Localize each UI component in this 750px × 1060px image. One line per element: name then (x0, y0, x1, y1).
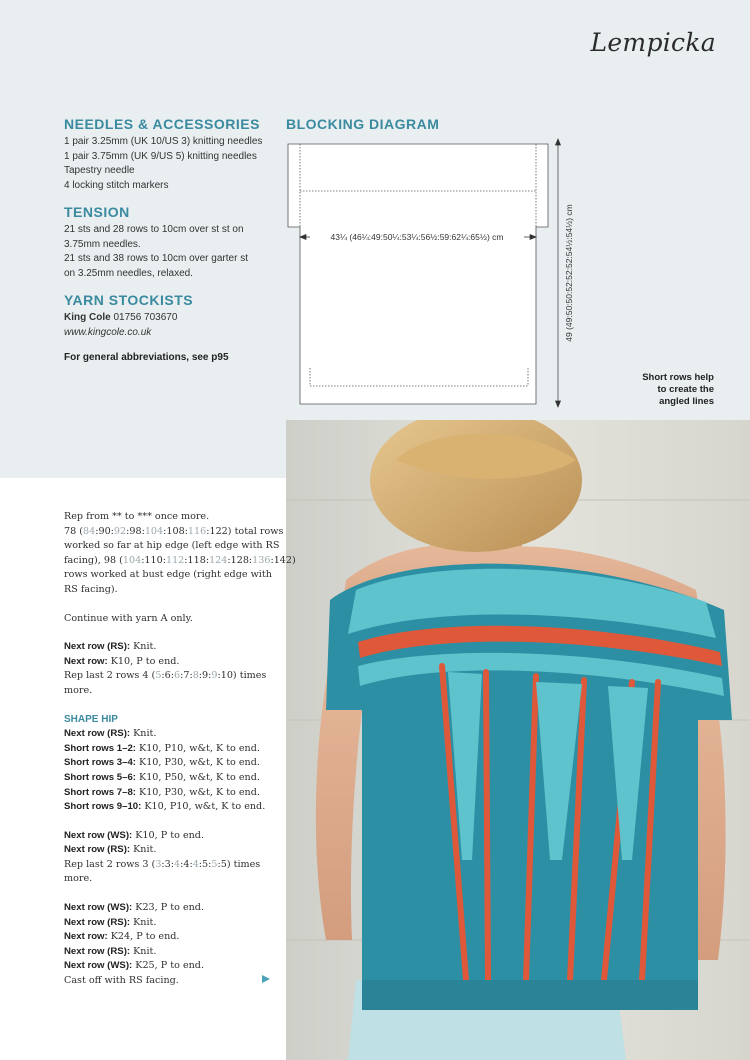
text-run: :5: (198, 858, 212, 870)
tension-section (64, 204, 279, 281)
pattern-line: rows worked at bust edge (right edge with (64, 569, 272, 581)
pattern-line (64, 843, 274, 858)
row-label: Short rows 7–8: (64, 786, 136, 798)
pattern-line (64, 829, 274, 844)
needles-section (64, 116, 279, 193)
blocking-diagram-heading: BLOCKING DIAGRAM (286, 116, 440, 132)
pattern-line (64, 640, 274, 655)
pattern-line: worked so far at hip edge (left edge with RS (64, 540, 280, 552)
pattern-line: Cast off with RS facing. (64, 975, 179, 987)
size-value: 136 (252, 554, 271, 566)
row-instruction: K10, P30, w&t, K to end. (135, 757, 260, 769)
row-instruction: K10, P to end. (132, 829, 204, 841)
row-label: Next row (RS): (64, 641, 131, 653)
row-label: Next row (WS): (64, 902, 133, 914)
size-value: 3 (155, 858, 162, 870)
shape-hip-heading: SHAPE HIP (64, 713, 118, 725)
size-value: 5 (211, 858, 218, 870)
text-run: :90: (95, 525, 114, 537)
row-instruction: K23, P to end. (132, 902, 204, 914)
tension-line: 3.75mm needles. (64, 238, 141, 250)
height-measurement-label: 49 (49:50:50:52:52:52:54½:54½) cm (564, 204, 574, 342)
text-run: :118: (184, 554, 210, 566)
row-instruction: K24, P to end. (107, 931, 180, 943)
size-value: 104 (122, 554, 142, 566)
row-instruction: Knit. (130, 728, 157, 740)
row-label: Next row (RS): (64, 916, 131, 928)
needles-line: 4 locking stitch markers (64, 179, 169, 191)
pattern-line (64, 655, 274, 670)
row-label: Short rows 5–6: (64, 771, 136, 783)
row-label: Next row (RS): (64, 945, 131, 957)
text-run: :10) times (217, 670, 267, 682)
pattern-line (64, 959, 274, 974)
tension-line: on 3.25mm needles, relaxed. (64, 267, 193, 279)
row-label: Short rows 9–10: (64, 801, 142, 813)
note-line: angled lines (659, 396, 714, 407)
pattern-line (64, 858, 274, 873)
stockist-website-link[interactable]: www.kingcole.co.uk (64, 326, 152, 338)
tension-heading: TENSION (64, 204, 130, 220)
text-run: :110: (141, 554, 166, 566)
pattern-line (64, 786, 274, 801)
note-line: to create the (657, 384, 714, 395)
model-photo (286, 420, 750, 1060)
text-run: Rep last 2 rows 4 ( (64, 670, 156, 682)
text-run: :9: (198, 670, 212, 682)
size-value: 112 (165, 554, 185, 566)
text-run: 78 ( (64, 525, 84, 537)
size-value: 9 (211, 670, 218, 682)
pattern-line (64, 945, 274, 960)
row-instruction: K25, P to end. (132, 960, 204, 972)
needles-line: Tapestry needle (64, 165, 135, 176)
text-run: :108: (163, 525, 188, 537)
pattern-line (64, 742, 274, 757)
size-value: 4 (174, 858, 181, 870)
size-value: 124 (209, 554, 228, 566)
pattern-line (64, 800, 274, 815)
row-label: Short rows 1–2: (64, 742, 136, 754)
page-title: Lempicka (590, 28, 716, 57)
stockist-name: King Cole (64, 312, 111, 323)
pattern-instructions (64, 510, 296, 989)
row-instruction: Knit. (130, 916, 157, 928)
text-run: :142) (270, 554, 296, 566)
stockist-phone: 01756 703670 (110, 312, 178, 323)
needles-heading: NEEDLES & ACCESSORIES (64, 116, 260, 132)
pattern-line (64, 916, 274, 931)
needles-line: 1 pair 3.25mm (UK 10/US 3) knitting needles (64, 136, 263, 147)
stockists-heading: YARN STOCKISTS (64, 292, 194, 308)
text-run: :4: (180, 858, 193, 870)
row-instruction: K10, P30, w&t, K to end. (135, 786, 260, 798)
text-run: :122) total rows (206, 525, 284, 537)
text-run: :128: (227, 554, 253, 566)
pattern-line (64, 727, 274, 742)
pattern-line (64, 771, 274, 786)
row-instruction: K10, P50, w&t, K to end. (135, 771, 260, 783)
pattern-line (64, 930, 274, 945)
row-label: Next row (RS): (64, 728, 131, 740)
pattern-line: RS facing). (64, 583, 118, 595)
tension-line: 21 sts and 28 rows to 10cm over st st on (64, 224, 244, 235)
pattern-line (64, 525, 284, 540)
note-line: Short rows help (642, 372, 714, 383)
materials-column (64, 116, 279, 363)
row-instruction: Knit. (130, 844, 157, 856)
pattern-line: Continue with yarn A only. (64, 612, 193, 624)
size-value: 6 (174, 670, 181, 682)
size-value: 5 (155, 670, 162, 682)
pattern-line: more. (64, 684, 93, 696)
size-value: 4 (192, 858, 199, 870)
pattern-line (64, 756, 274, 771)
text-run: :6: (161, 670, 174, 682)
size-value: 84 (83, 525, 96, 537)
row-label: Next row: (64, 655, 108, 667)
size-value: 104 (144, 525, 164, 537)
needles-line: 1 pair 3.75mm (UK 9/US 5) knitting needles (64, 150, 257, 162)
hem-band (362, 980, 698, 1010)
row-label: Next row: (64, 931, 108, 943)
row-instruction: K10, P10, w&t, K to end. (141, 801, 266, 813)
row-instruction: K10, P10, w&t, K to end. (135, 742, 260, 754)
size-value: 8 (192, 670, 199, 682)
row-label: Next row (WS): (64, 960, 133, 972)
size-value: 92 (113, 525, 127, 537)
pattern-line (64, 669, 274, 684)
text-run: :7: (180, 670, 193, 682)
tension-line: 21 sts and 38 rows to 10cm over garter st (64, 253, 248, 264)
stockist-contact (64, 311, 279, 326)
size-value: 116 (187, 525, 207, 537)
row-label: Short rows 3–4: (64, 757, 136, 769)
row-instruction: Knit. (130, 945, 157, 957)
width-measurement-label: 43¼ (46¼:49:50¼:53¼:56½:59:62¼:65½) cm (330, 232, 504, 242)
text-run: facing), 98 ( (64, 554, 123, 566)
pattern-line (64, 901, 274, 916)
blocking-diagram (282, 138, 582, 413)
stockists-section (64, 292, 279, 340)
abbreviations-note: For general abbreviations, see p95 (64, 352, 229, 363)
text-run: :3: (161, 858, 174, 870)
text-run: :98: (126, 525, 145, 537)
continue-arrow-icon (262, 975, 270, 983)
row-label: Next row (WS): (64, 829, 133, 841)
row-instruction: K10, P to end. (107, 655, 180, 667)
pattern-line: more. (64, 873, 93, 885)
pattern-line (64, 554, 296, 569)
text-run: Rep last 2 rows 3 ( (64, 858, 156, 870)
garment-outline (288, 144, 548, 404)
pattern-line: Rep from ** to *** once more. (64, 511, 210, 522)
short-rows-note (604, 372, 714, 408)
text-run: :5) times (217, 858, 261, 870)
row-instruction: Knit. (130, 641, 157, 653)
row-label: Next row (RS): (64, 844, 131, 856)
